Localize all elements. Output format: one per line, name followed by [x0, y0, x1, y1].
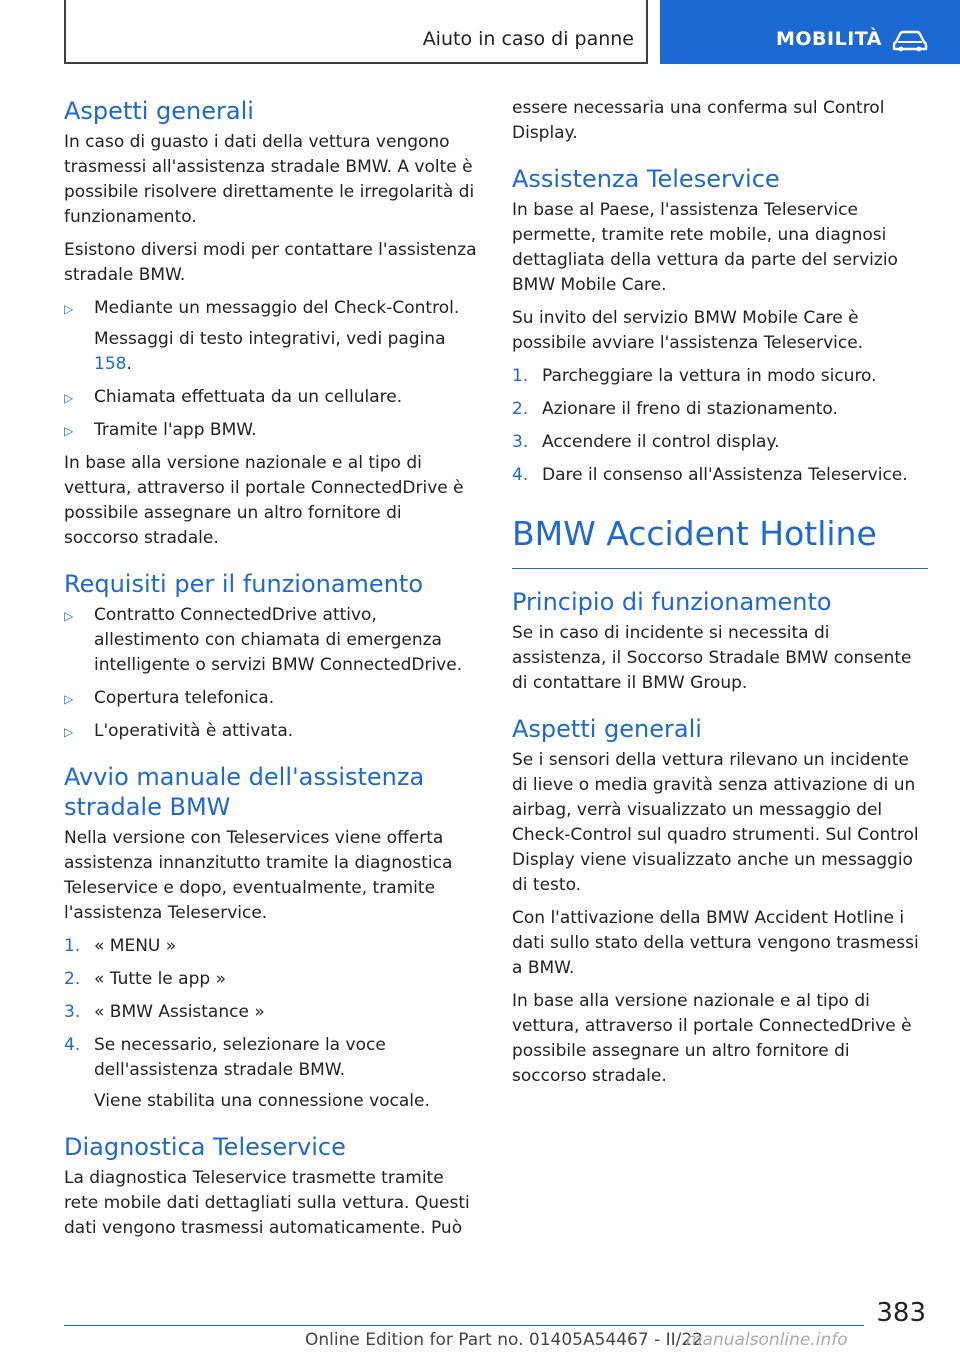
- watermark: manualsonline.info: [686, 1330, 848, 1350]
- paragraph: Se i sensori della vettura rilevano un incidente di lieve o media gravità senza attivazione di un airbag, verrà visualizzato un messaggio del Check-Control sul quadro strumenti. Sul Control Display viene visualizzato anche un messaggio di testo.: [512, 750, 919, 895]
- triangle-bullet-icon: ▷: [64, 391, 74, 405]
- section-title-requisiti: Requisiti per il funzionamento: [64, 570, 424, 598]
- header-chapter-label: MOBILITÀ: [776, 28, 882, 50]
- section-title-assistenza-teleservice: Assistenza Teleservice: [512, 165, 780, 193]
- list-number: 4.: [64, 1035, 81, 1055]
- section-title-principio: Principio di funzionamento: [512, 588, 832, 616]
- list-item: ▷ L'operatività è attivata.: [64, 719, 478, 744]
- list-item: 1. Parcheggiare la vettura in modo sicuro.: [512, 364, 926, 389]
- list-item: 2. « Tutte le app »: [64, 967, 478, 992]
- paragraph: Se in caso di incidente si necessita di assistenza, il Soccorso Stradale BMW consente di contattare il BMW Group.: [512, 623, 912, 693]
- paragraph: essere necessaria una conferma sul Control Display.: [512, 98, 885, 143]
- paragraph: Nella versione con Teleservices viene offerta assistenza innanzitutto tramite la diagnostica Teleservice e dopo, eventualmente, tramite l'assistenza Teleservice.: [64, 828, 453, 923]
- paragraph: Su invito del servizio BMW Mobile Care è possibile avviare l'assistenza Teleservice.: [512, 308, 864, 353]
- list-item: ▷ Tramite l'app BMW.: [64, 418, 478, 443]
- header-chapter-tab[interactable]: [660, 0, 960, 64]
- footer-divider: [64, 1325, 864, 1326]
- list-number: 1.: [64, 936, 81, 956]
- section-title-aspetti-generali-2: Aspetti generali: [512, 715, 702, 743]
- list-item: ▷ Contratto ConnectedDrive attivo, allestimento con chiamata di emergenza intelligente o servizi BMW ConnectedDrive.: [64, 605, 463, 675]
- paragraph: Esistono diversi modi per contattare l'assistenza stradale BMW.: [64, 240, 477, 285]
- triangle-bullet-icon: ▷: [64, 302, 74, 316]
- list-item: 3. Accendere il control display.: [512, 430, 926, 455]
- paragraph: La diagnostica Teleservice trasmette tramite rete mobile dati dettagliati sulla vettura. Questi dati vengono trasmessi automaticamente. Può: [64, 1168, 470, 1238]
- triangle-bullet-icon: ▷: [64, 424, 74, 438]
- list-number: 2.: [512, 399, 529, 419]
- numbered-list: [512, 364, 926, 488]
- triangle-bullet-icon: ▷: [64, 609, 74, 623]
- triangle-bullet-icon: ▷: [64, 692, 74, 706]
- list-number: 2.: [64, 969, 81, 989]
- page-number: 383: [876, 1298, 926, 1328]
- list-item-note: Messaggi di testo integrativi, vedi pagina 158.: [94, 329, 446, 374]
- section-title-aspetti-generali: Aspetti generali: [64, 97, 254, 125]
- paragraph: Con l'attivazione della BMW Accident Hotline i dati sullo stato della vettura vengono trasmessi a BMW.: [512, 908, 919, 978]
- header-section-box: [64, 0, 648, 64]
- footer-edition: Online Edition for Part no. 01405A54467 - II/22: [305, 1330, 704, 1350]
- list-item: 4. Se necessario, selezionare la voce dell'assistenza stradale BMW. Viene stabilita una connessione vocale.: [64, 1033, 478, 1114]
- section-title-avvio-manuale: Avvio manuale dell'assistenza stradale BMW: [64, 763, 425, 821]
- chapter-title-accident-hotline: BMW Accident Hotline: [512, 514, 928, 569]
- list-item: ▷ Mediante un messaggio del Check-Control. Messaggi di testo integrativi, vedi pagina 158.: [64, 296, 478, 377]
- bullet-list: [64, 603, 478, 744]
- page-link[interactable]: 158: [94, 354, 127, 374]
- list-item: 1. « MENU »: [64, 934, 478, 959]
- list-number: 1.: [512, 366, 529, 386]
- list-item: 4. Dare il consenso all'Assistenza Teleservice.: [512, 463, 926, 488]
- list-item: 2. Azionare il freno di stazionamento.: [512, 397, 926, 422]
- list-item: ▷ Chiamata effettuata da un cellulare.: [64, 385, 478, 410]
- list-item-note: Viene stabilita una connessione vocale.: [94, 1091, 430, 1111]
- header-section-title: Aiuto in caso di panne: [422, 28, 634, 50]
- section-title-diagnostica: Diagnostica Teleservice: [64, 1133, 346, 1161]
- list-number: 3.: [64, 1002, 81, 1022]
- paragraph: In base al Paese, l'assistenza Teleservice permette, tramite rete mobile, una diagnosi dettagliata della vettura da parte del servizio BMW Mobile Care.: [512, 200, 898, 295]
- bullet-list: [64, 296, 478, 443]
- list-number: 4.: [512, 465, 529, 485]
- right-column: [512, 96, 926, 1097]
- paragraph: In base alla versione nazionale e al tipo di vettura, attraverso il portale ConnectedDrive è possibile assegnare un altro fornitore di soccorso stradale.: [64, 453, 464, 548]
- triangle-bullet-icon: ▷: [64, 725, 74, 739]
- paragraph: In caso di guasto i dati della vettura vengono trasmessi all'assistenza stradale BMW. A volte è possibile risolvere direttamente le irregolarità di funzionamento.: [64, 132, 475, 227]
- numbered-list: [64, 934, 478, 1114]
- list-number: 3.: [512, 432, 529, 452]
- paragraph: In base alla versione nazionale e al tipo di vettura, attraverso il portale ConnectedDrive è possibile assegnare un altro fornitore di soccorso stradale.: [512, 991, 912, 1086]
- list-item: ▷ Copertura telefonica.: [64, 686, 478, 711]
- left-column: [64, 96, 478, 1249]
- list-item: 3. « BMW Assistance »: [64, 1000, 478, 1025]
- car-icon: [892, 28, 928, 52]
